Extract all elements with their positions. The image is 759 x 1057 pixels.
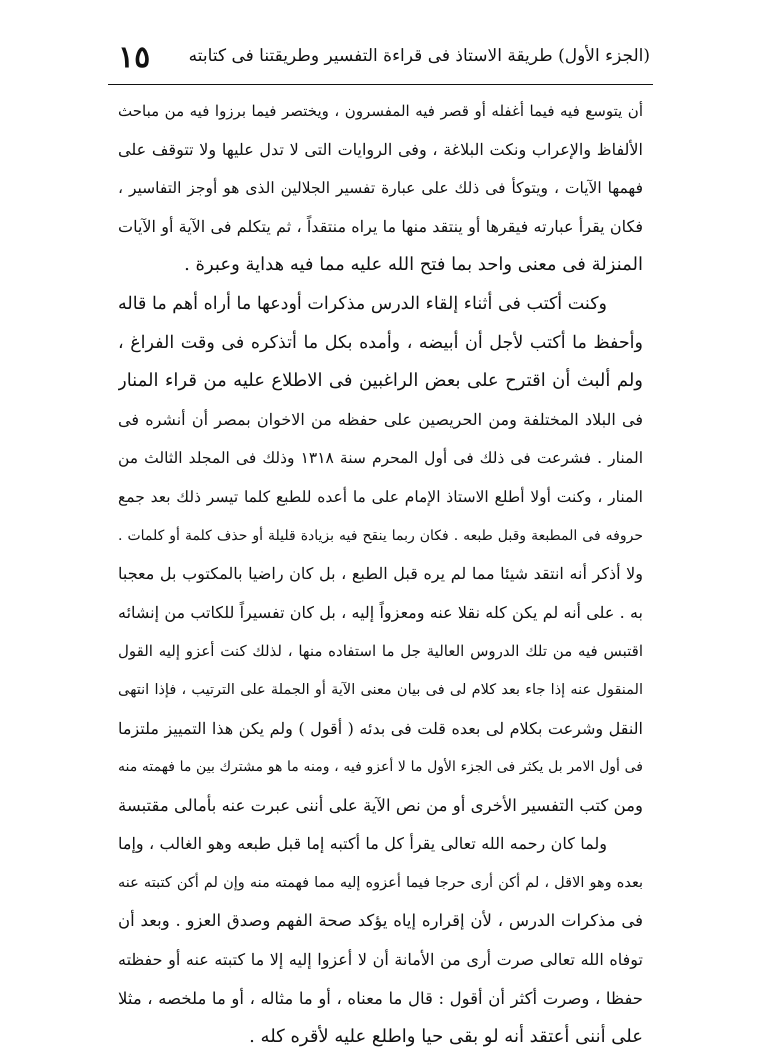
running-header bbox=[110, 38, 650, 80]
text-line: فى البلاد المختلفة ومن الحريصين على حفظه من الاخوان بمصر أن أنشره فى bbox=[118, 409, 643, 429]
running-header-title: (الجزء الأول) طريقة الاستاذ فى قراءة التفسير وطريقتنا فى كتابته bbox=[188, 46, 650, 66]
text-line: ومن كتب التفسير الأخرى أو من نص الآية على أننى عبرت عنه بأمالى مقتبسة bbox=[118, 795, 643, 815]
header-divider bbox=[108, 84, 653, 85]
text-line: فكان يقرأ عبارته فيقرها أو ينتقد منها ما يراه منتقداً ، ثم يتكلم فى الآية أو الآيات bbox=[118, 216, 643, 236]
text-line: وكنت أكتب فى أثناء إلقاء الدرس مذكرات أودعها ما أراه أهم ما قاله bbox=[118, 293, 607, 314]
text-line: فهمها الآيات ، ويتوكأ فى ذلك على عبارة تفسير الجلالين الذى هو أوجز التفاسير ، bbox=[118, 179, 643, 198]
text-line: حروفه فى المطبعة وقبل طبعه . فكان ربما ينقح فيه بزيادة قليلة أو حذف كلمة أو كلمات . bbox=[118, 527, 643, 544]
text-line: المنزلة فى معنى واحد بما فتح الله عليه مما فيه هداية وعبرة . bbox=[184, 254, 643, 276]
page-number: ١٥ bbox=[118, 40, 151, 75]
text-line: توفاه الله تعالى صرت أرى من الأمانة أن لا أعزوا إليه إلا ما كتبته عنه أو حفظته bbox=[118, 950, 643, 970]
text-line: فى أول الامر بل يكثر فى الجزء الأول ما لا أعزو فيه ، ومنه ما هو مشترك بين ما فهمته منه bbox=[118, 759, 643, 776]
text-line: ولم ألبث أن اقترح على بعض الراغبين فى الاطلاع عليه من قراء المنار bbox=[118, 370, 643, 392]
text-line: أن يتوسع فيه فيما أغفله أو قصر فيه المفسرون ، ويختصر فيما برزوا فيه من مباحث bbox=[118, 102, 643, 120]
text-line: ولا أذكر أنه انتقد شيئا مما لم يره قبل الطبع ، بل كان راضيا بالمكتوب بل معجبا bbox=[118, 564, 643, 584]
text-line: على أننى أعتقد أنه لو بقى حيا واطلع عليه لأقره كله . bbox=[249, 1026, 643, 1048]
text-line: وأحفظ ما أكتب لأجل أن أبيضه ، وأمده بكل ما أتذكره فى وقت الفراغ ، bbox=[118, 332, 643, 353]
text-line: النقل وشرعت بكلام لى بعده قلت فى بدئه ( أقول ) ولم يكن هذا التمييز ملتزما bbox=[118, 718, 643, 738]
text-line: الألفاظ والإعراب ونكت البلاغة ، وفى الروايات التى لا تدل عليها ولا تتوقف على bbox=[118, 139, 643, 159]
text-line: المنار . فشرعت فى ذلك فى أول المحرم سنة ١٣١٨ وذلك فى المجلد الثالث من bbox=[118, 449, 643, 468]
text-line: ولما كان رحمه الله تعالى يقرأ كل ما أكتبه إما قبل طبعه وهو الغالب ، وإما bbox=[118, 834, 607, 854]
text-line: به . على أنه لم يكن كله نقلا عنه ومعزواً إليه ، بل كان تفسيراً للكاتب من إنشائه bbox=[118, 602, 643, 622]
text-line: بعده وهو الاقل ، لم أكن أرى حرجا فيما أعزوه إليه مما فهمته منه وإن لم أكن كتبته عنه bbox=[118, 874, 643, 891]
body-text bbox=[118, 92, 643, 1057]
text-line: فى مذكرات الدرس ، لأن إقراره إياه يؤكد صحة الفهم وصدق العزو . وبعد أن bbox=[118, 911, 643, 931]
text-line: المنار ، وكنت أولا أطلع الاستاذ الإمام على ما أعده للطبع كلما تيسر ذلك بعد جمع bbox=[118, 487, 643, 506]
text-line: اقتبس فيه من تلك الدروس العالية جل ما استفاده منها ، لذلك كنت أعزو إليه القول bbox=[118, 642, 643, 661]
text-line: حفظا ، وصرت أكثر أن أقول : قال ما معناه ، أو ما مثاله ، أو ما ملخصه ، مثلا bbox=[118, 988, 643, 1008]
text-line: المنقول عنه إذا جاء بعد كلام لى فى بيان معنى الآية أو الجملة على الترتيب ، فإذا انتهى bbox=[118, 681, 643, 698]
